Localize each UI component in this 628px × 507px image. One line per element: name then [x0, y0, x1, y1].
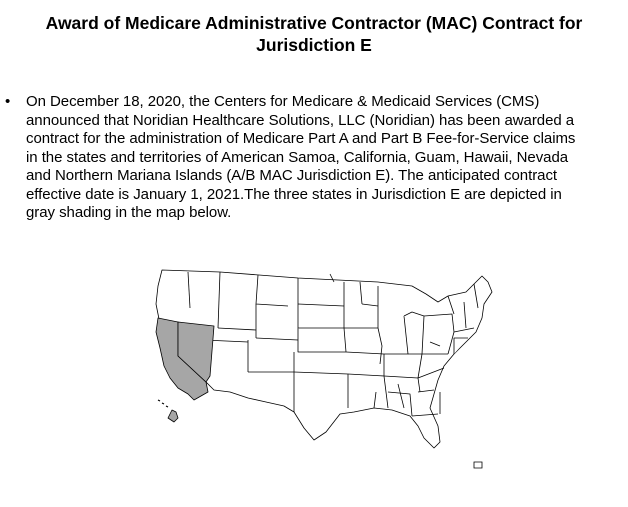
paragraph-line: announced that Noridian Healthcare Solutions, LLC (Noridian) has been awarded a: [26, 111, 575, 129]
hawaii-islands: [158, 400, 168, 407]
title-line-2: Jurisdiction E: [256, 35, 372, 55]
title-line-1: Award of Medicare Administrative Contractor (MAC) Contract for: [45, 13, 583, 33]
bullet-glyph: •: [5, 93, 11, 110]
document-title: [0, 12, 628, 56]
territory-marker: [474, 462, 482, 468]
paragraph-line: On December 18, 2020, the Centers for Medicare & Medicaid Services (CMS): [26, 93, 540, 110]
us-states-map: [148, 242, 508, 477]
paragraph-line: and Northern Mariana Islands (A/B MAC Jurisdiction E). The anticipated contract: [26, 167, 558, 184]
paragraph-line: gray shading in the map below.: [26, 204, 232, 221]
bullet-paragraph: [26, 93, 626, 223]
paragraph-line: effective date is January 1, 2021.The three states in Jurisdiction E are depicted in: [26, 185, 562, 203]
paragraph-line: in the states and territories of American Samoa, California, Guam, Hawaii, Nevada: [26, 148, 569, 166]
hawaii-state: [168, 410, 178, 422]
paragraph-line: contract for the administration of Medicare Part A and Part B Fee-for-Service claims: [26, 130, 576, 147]
